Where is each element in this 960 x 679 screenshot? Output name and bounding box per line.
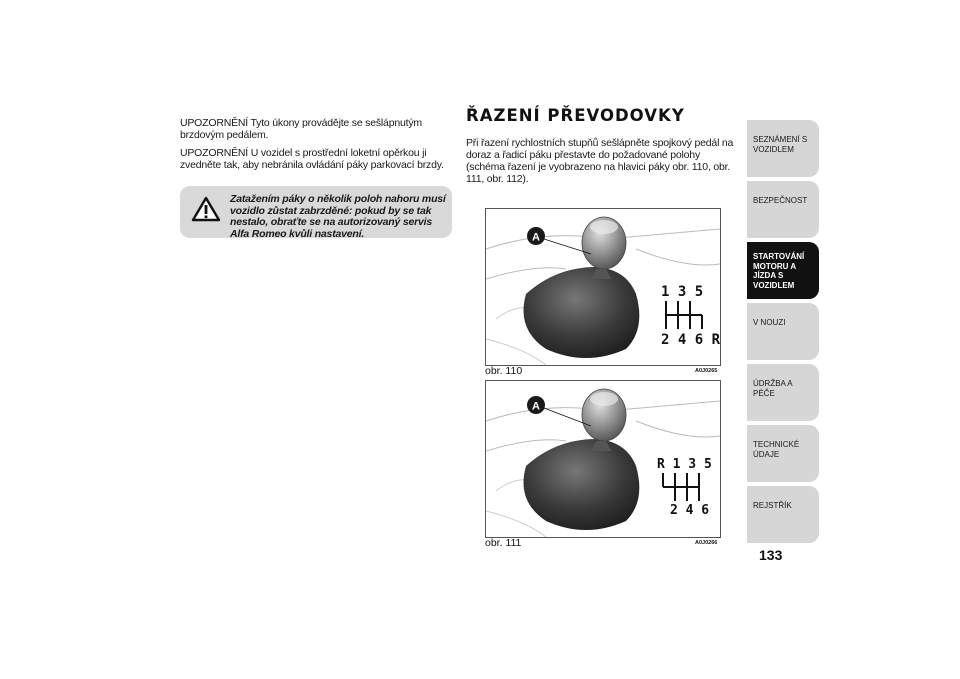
gear-lever-illustration: [486, 209, 720, 365]
tab-udrzba-a-pece[interactable]: [747, 364, 819, 421]
figure-gear-shift-110: [485, 208, 721, 366]
page-number: 133: [759, 547, 783, 563]
tab-seznameni-s-vozidlem[interactable]: [747, 120, 819, 177]
warning-text: Zatažením páky o několik poloh nahoru musí vozidlo zůstat zabrzděné: pokud by se tak nestalo, obraťte se na autorizovaný servis Alfa Romeo kvůli nastavení.: [230, 193, 446, 240]
section-body: Při řazení rychlostních stupňů sešlápněte spojkový pedál na doraz a řadicí páku přestavte do požadované polohy (schéma řazení je vyobrazeno na hlavici páky obr. 110, obr. 111, obr. 112).: [466, 137, 734, 185]
note-brake-pedal: UPOZORNĚNÍ Tyto úkony provádějte se sešlápnutým brzdovým pedálem.: [180, 117, 422, 141]
gear-lever-illustration: [486, 381, 720, 537]
shift-pattern-bottom: 2 4 6: [670, 503, 710, 518]
figure-caption-110: obr. 110: [485, 365, 523, 377]
tab-label: TECHNICKÉ ÚDAJE: [753, 440, 800, 459]
figure-marker: A: [532, 231, 540, 244]
shift-pattern-top: R 1 3 5: [657, 457, 712, 472]
tab-label: REJSTŘÍK: [753, 501, 792, 510]
shift-pattern-bottom: 2 4 6 R: [661, 332, 720, 348]
tab-label: BEZPEČNOST: [753, 196, 808, 205]
warning-triangle-icon: [191, 196, 221, 222]
tab-rejstrik[interactable]: [747, 486, 819, 543]
tab-label: STARTOVÁNÍ MOTORU A JÍZDA S VOZIDLEM: [753, 252, 805, 290]
tab-label: ÚDRŽBA A PÉČE: [753, 379, 793, 398]
warning-box: [180, 186, 452, 238]
tab-label: SEZNÁMENÍ S VOZIDLEM: [753, 135, 808, 154]
section-title: ŘAZENÍ PŘEVODOVKY: [466, 106, 685, 125]
figure-gear-shift-111: [485, 380, 721, 538]
figure-marker: A: [532, 400, 540, 413]
figure-code-111: A0J0266: [695, 540, 718, 546]
figure-code-110: A0J0265: [695, 368, 718, 374]
tab-startovani-motoru[interactable]: [747, 242, 819, 299]
note-armrest: UPOZORNĚNÍ U vozidel s prostřední loketní opěrkou ji zvedněte tak, aby nebránila ovládání páky parkovací brzdy.: [180, 147, 444, 171]
tab-v-nouzi[interactable]: [747, 303, 819, 360]
tab-label: V NOUZI: [753, 318, 786, 327]
tab-technicke-udaje[interactable]: [747, 425, 819, 482]
figure-caption-111: obr. 111: [485, 537, 522, 549]
tab-bezpecnost[interactable]: [747, 181, 819, 238]
shift-pattern-top: 1 3 5: [661, 284, 704, 300]
